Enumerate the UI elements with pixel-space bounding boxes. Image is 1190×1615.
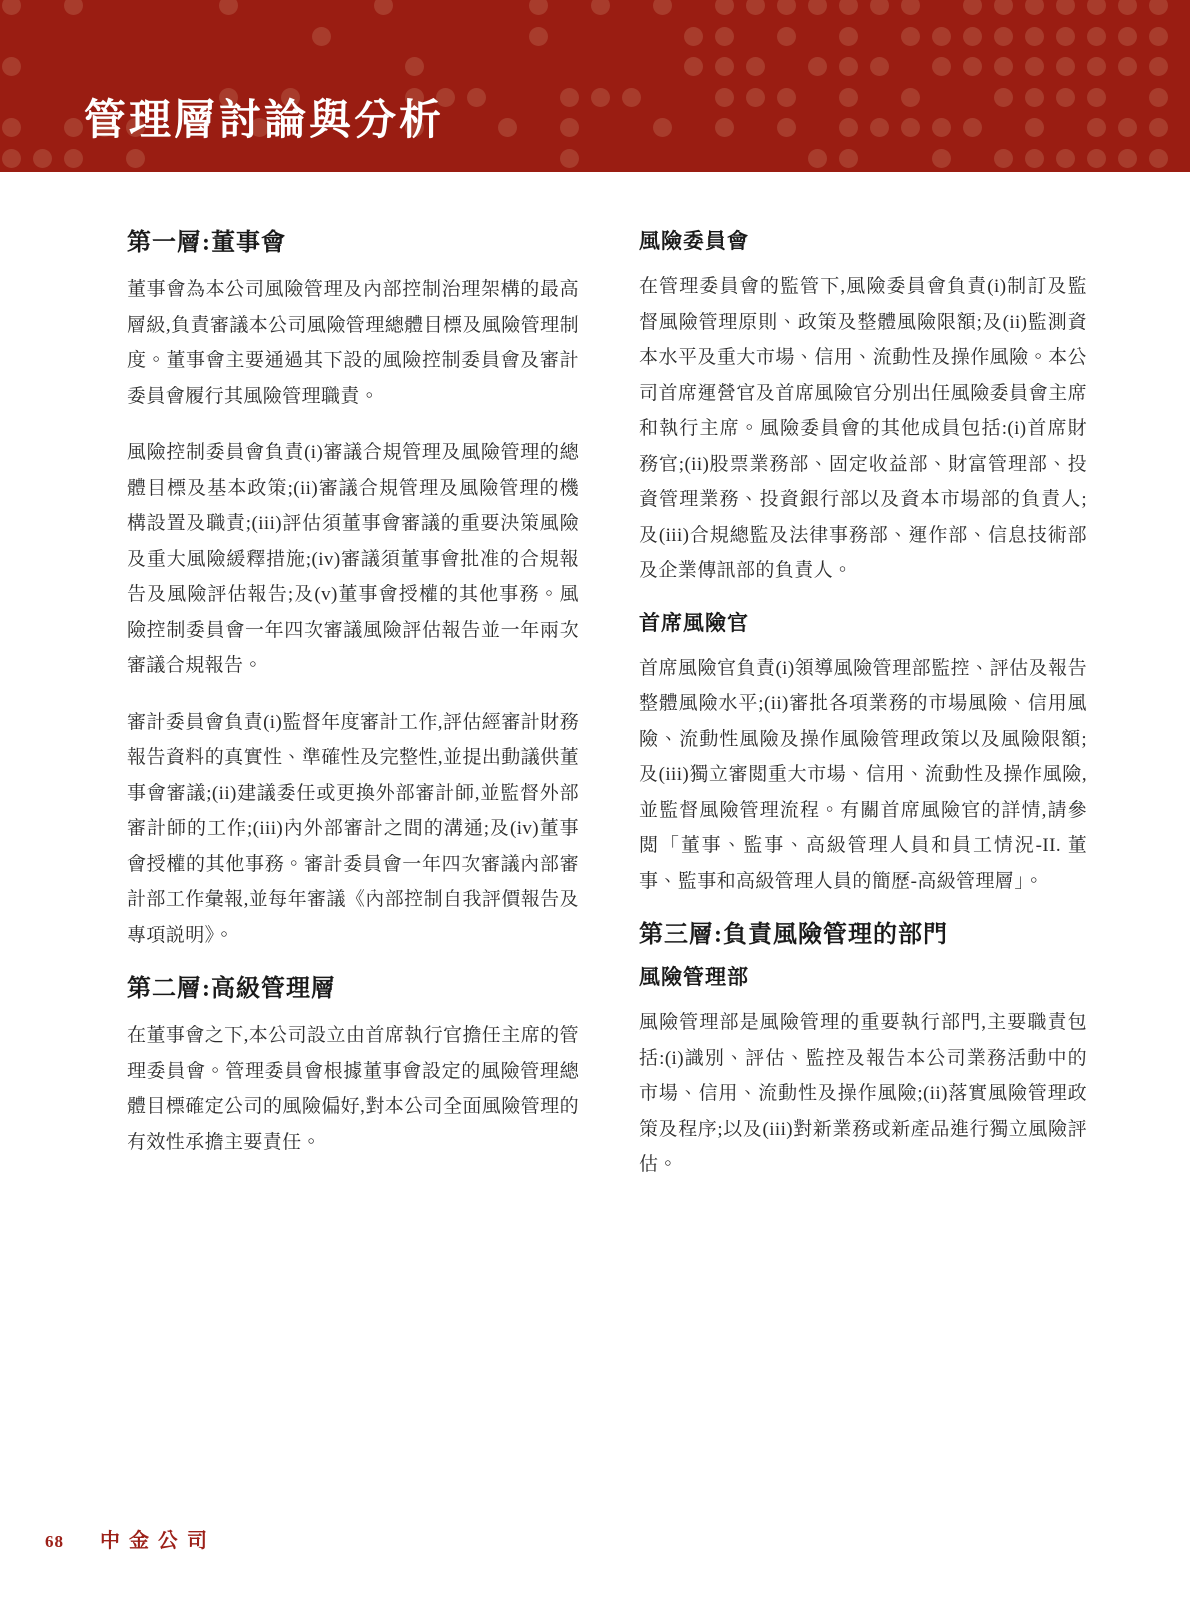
paragraph: 風險管理部是風險管理的重要執行部門,主要職責包括:(i)識別、評估、監控及報告本公司業務活動中的市場、信用、流動性及操作風險;(ii)落實風險管理政策及程序;以及(iii)對新業務或新產品進行獨立風險評估。: [639, 1012, 1087, 1175]
section-subheading: 風險管理部: [639, 965, 749, 989]
section-heading: 第三層:負責風險管理的部門: [639, 922, 948, 948]
right-column: [639, 228, 1087, 1204]
page-number: 68: [45, 1532, 64, 1551]
section-senior-management: [127, 974, 579, 1160]
left-column: [127, 228, 579, 1204]
section-chief-risk-officer: [639, 610, 1087, 900]
chapter-banner: [0, 0, 1190, 172]
section-heading: 第二層:高級管理層: [127, 976, 336, 1002]
paragraph: 在管理委員會的監管下,風險委員會負責(i)制訂及監督風險管理原則、政策及整體風險限額;及(ii)監測資本水平及重大市場、信用、流動性及操作風險。本公司首席運營官及首席風險官分別出任風險委員會主席和執行主席。風險委員會的其他成員包括:(i)首席財務官;(ii)股票業務部、固定收益部、財富管理部、投資管理業務、投資銀行部以及資本市場部的負責人;及(iii)合規總監及法律事務部、運作部、信息技術部及企業傳訊部的負責人。: [639, 276, 1087, 581]
paragraph: 在董事會之下,本公司設立由首席執行官擔任主席的管理委員會。管理委員會根據董事會設定的風險管理總體目標確定公司的風險偏好,對本公司全面風險管理的有效性承擔主要責任。: [127, 1025, 579, 1153]
paragraph: 風險控制委員會負責(i)審議合規管理及風險管理的總體目標及基本政策;(ii)審議合規管理及風險管理的機構設置及職責;(iii)評估須董事會審議的重要決策風險及重大風險緩釋措施;(iv)審議須董事會批准的合規報告及風險評估報告;及(v)董事會授權的其他事務。風險控制委員會一年四次審議風險評估報告並一年兩次審議合規報告。: [127, 442, 579, 676]
section-risk-management-dept: [639, 920, 1087, 1183]
section-board: [127, 228, 579, 953]
page-footer: [45, 1524, 216, 1553]
chapter-title: 管理層討論與分析: [84, 98, 445, 144]
section-risk-committee: [639, 228, 1087, 589]
paragraph: 董事會為本公司風險管理及內部控制治理架構的最高層級,負責審議本公司風險管理總體目標及風險管理制度。董事會主要通過其下設的風險控制委員會及審計委員會履行其風險管理職責。: [127, 279, 579, 407]
page-body: [0, 172, 1190, 1204]
company-name: 中金公司: [100, 1530, 216, 1552]
section-heading: 第一層:董事會: [127, 230, 286, 256]
section-heading: 首席風險官: [639, 610, 749, 635]
paragraph: 首席風險官負責(i)領導風險管理部監控、評估及報告整體風險水平;(ii)審批各項業務的市場風險、信用風險、流動性風險及操作風險管理政策以及風險限額;及(iii)獨立審閲重大市場、信用、流動性及操作風險,並監督風險管理流程。有關首席風險官的詳情,請參閲「董事、監事、高級管理人員和員工情況-II. 董事、監事和高級管理人員的簡歷-高級管理層」。: [639, 657, 1087, 892]
section-heading: 風險委員會: [639, 229, 749, 253]
paragraph: 審計委員會負責(i)監督年度審計工作,評估經審計財務報告資料的真實性、準確性及完整性,並提出動議供董事會審議;(ii)建議委任或更換外部審計師,並監督外部審計師的工作;(iii)內外部審計之間的溝通;及(iv)董事會授權的其他事務。審計委員會一年四次審議內部審計部工作彙報,並每年審議《內部控制自我評價報告及專項説明》。: [127, 711, 579, 946]
